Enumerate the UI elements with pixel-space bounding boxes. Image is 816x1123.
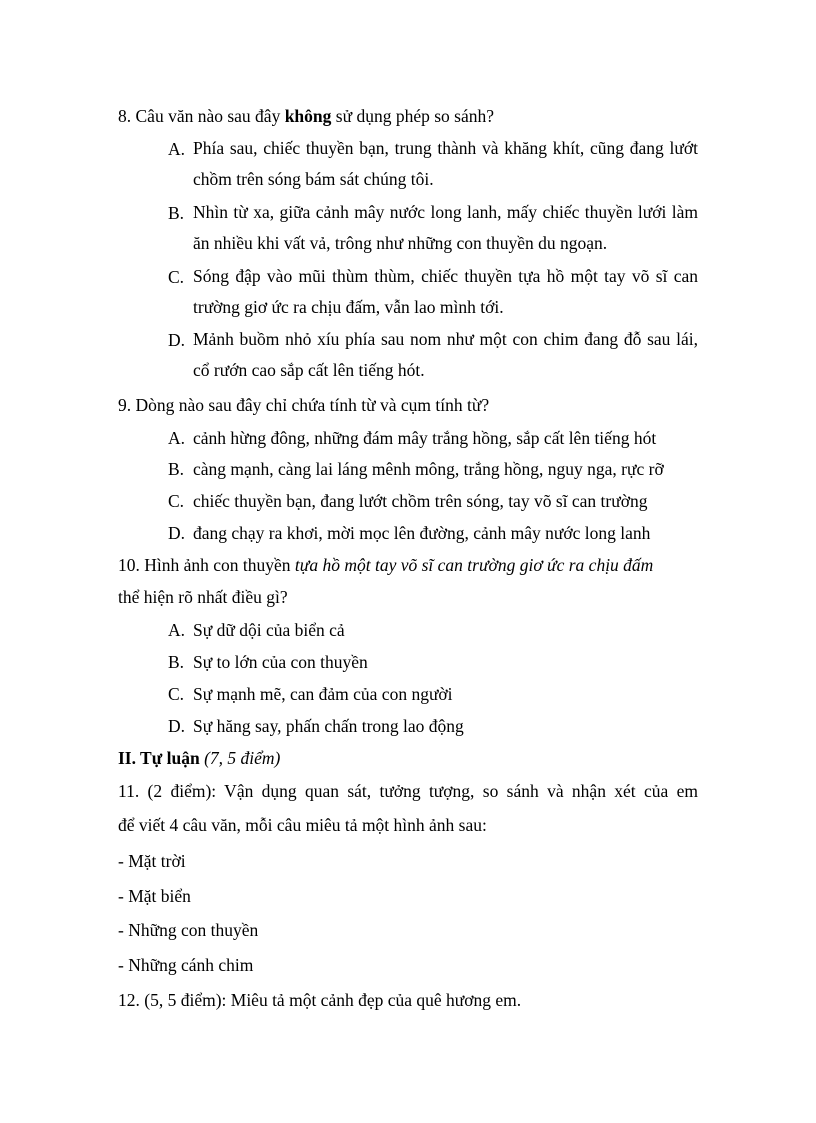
question-10-number: 10. [118,555,140,575]
option-text: chiếc thuyền bạn, đang lướt chồm trên sóng, tay võ sĩ can trường [193,491,648,511]
question-8-option-b [168,201,698,259]
question-8 [118,104,698,128]
question-8-bold-word: không [284,106,332,126]
option-letter: B. [168,652,185,672]
option-letter: D. [168,716,186,736]
question-9-option-a [168,426,698,450]
question-10-italic-quote: tựa hồ một tay võ sĩ can trường giơ ức ra chịu đấm [294,555,654,575]
option-text: đang chạy ra khơi, mời mọc lên đường, cảnh mây nước long lanh [193,523,651,543]
section-2-points: (7, 5 điểm) [204,748,281,768]
option-letter: A. [168,428,186,448]
option-letter: C. [168,684,185,704]
option-letter: B. [168,203,185,223]
question-11-line-2: để viết 4 câu văn, mỗi câu miêu tả một hình ảnh sau: [118,815,487,835]
question-8-option-a [168,137,698,195]
question-10-text-post: thể hiện rõ nhất điều gì? [118,587,288,607]
section-2-heading [118,746,698,770]
question-11-item-sun: - Mặt trời [118,851,186,871]
option-letter: C. [168,491,185,511]
question-11-item-birds: - Những cánh chim [118,955,254,975]
question-11-line-1: 11. (2 điểm): Vận dụng quan sát, tưởng tượng, so sánh và nhận xét của em [118,781,698,801]
option-letter: A. [168,139,186,159]
question-9-number: 9. [118,395,132,415]
option-text: Sóng đập vào mũi thùm thùm, chiếc thuyền tựa hồ một tay võ sĩ can trường giơ ức ra chịu đấm, vẫn lao mình tới. [193,266,698,317]
question-9-text: Dòng nào sau đây chỉ chứa tính từ và cụm tính từ? [135,395,490,415]
option-text: Sự dữ dội của biển cả [193,620,345,640]
question-9-option-c [168,489,698,513]
option-text: Sự to lớn của con thuyền [193,652,368,672]
question-10 [118,553,698,577]
option-text: Phía sau, chiếc thuyền bạn, trung thành và khăng khít, cũng đang lướt chồm trên sóng bám sát chúng tôi. [193,138,698,189]
question-8-number: 8. [118,106,132,126]
option-text: cảnh hừng đông, những đám mây trắng hồng, sắp cất lên tiếng hót [193,428,657,448]
question-8-text-pre: Câu văn nào sau đây [135,106,285,126]
question-12: 12. (5, 5 điểm): Miêu tả một cảnh đẹp của quê hương em. [118,990,522,1010]
question-10-continuation [118,585,698,609]
option-letter: C. [168,267,185,287]
option-text: càng mạnh, càng lai láng mênh mông, trắng hồng, nguy nga, rực rỡ [193,459,664,479]
option-text: Sự mạnh mẽ, can đảm của con người [193,684,453,704]
option-text: Mảnh buồm nhỏ xíu phía sau nom như một con chim đang đỗ sau lái, cổ rướn cao sắp cất lên tiếng hót. [193,329,698,380]
question-10-option-b [168,650,698,674]
question-10-option-d [168,714,698,738]
question-9-option-b [168,457,698,481]
section-2-title: II. Tự luận [118,748,205,768]
question-9-option-d [168,521,698,545]
option-text: Sự hăng say, phấn chấn trong lao động [193,716,464,736]
option-text: Nhìn từ xa, giữa cảnh mây nước long lanh, mấy chiếc thuyền lưới làm ăn nhiều khi vất vả, trông như những con thuyền du ngoạn. [193,202,698,253]
question-8-option-d [168,328,698,386]
question-8-option-c [168,265,698,323]
option-letter: B. [168,459,185,479]
option-letter: D. [168,330,186,350]
question-11-item-boats: - Những con thuyền [118,920,259,940]
question-10-option-a [168,618,698,642]
option-letter: A. [168,620,186,640]
question-8-text-post: sử dụng phép so sánh? [331,106,494,126]
option-letter: D. [168,523,186,543]
question-11-item-sea: - Mặt biển [118,886,191,906]
question-9 [118,393,698,417]
question-10-option-c [168,682,698,706]
question-10-text-pre: Hình ảnh con thuyền [144,555,295,575]
